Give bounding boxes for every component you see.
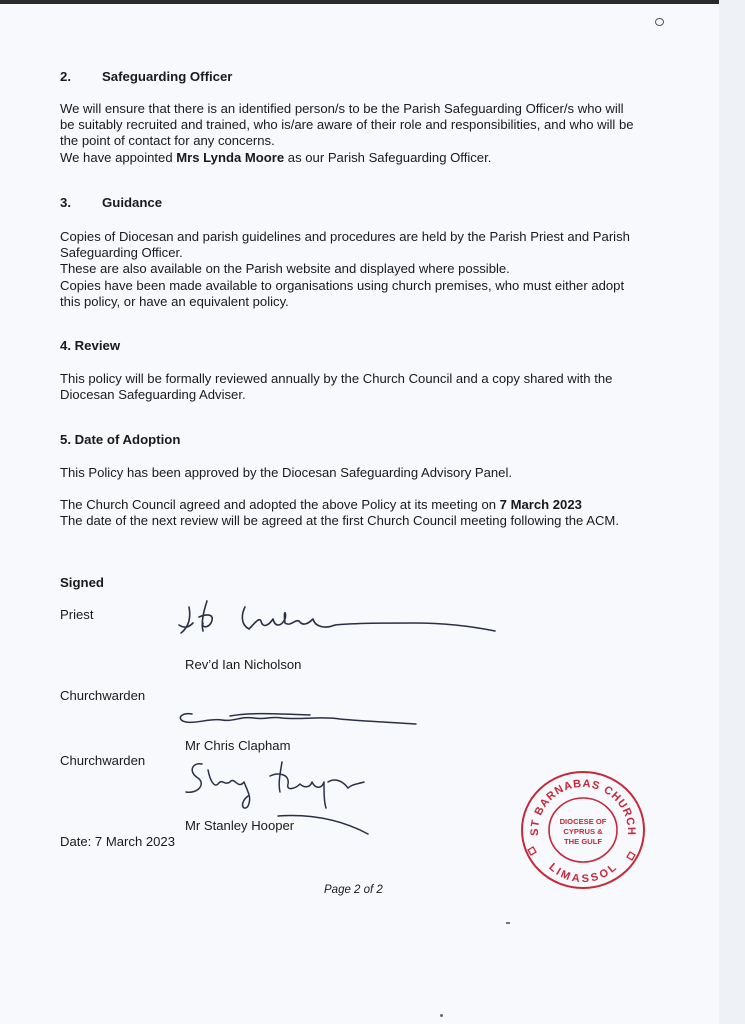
signed-heading: Signed: [60, 575, 104, 590]
stamp-inner-text: THE GULF: [564, 837, 602, 846]
section-body: [60, 465, 640, 481]
churchwarden-name: Mr Chris Clapham: [185, 738, 291, 753]
section-body: [60, 497, 640, 529]
appointment-line: We have appointed Mrs Lynda Moore as our Parish Safeguarding Officer.: [60, 149, 492, 165]
signature-date: Date: 7 March 2023: [60, 834, 175, 849]
svg-text:LIMASSOL: [546, 861, 619, 885]
section-body: [60, 101, 640, 166]
churchwarden-label: Churchwarden: [60, 688, 146, 703]
paragraph: Copies of Diocesan and parish guidelines and procedures are held by the Parish Priest and Parish Safeguarding Officer.: [60, 229, 630, 261]
churchwarden-label: Churchwarden: [60, 753, 146, 768]
stamp-diamond-icon: [627, 852, 635, 860]
page-number: Page 2 of 2: [324, 884, 383, 896]
stamp-bottom-text: LIMASSOL: [546, 861, 620, 886]
adoption-date: 7 March 2023: [499, 497, 582, 512]
paragraph: We will ensure that there is an identified person/s to be the Parish Safeguarding Officer/s who will be suitably recruited and trained, who is/are aware of their role and responsibilities, and who will be the point of contact for any concerns.: [60, 101, 634, 149]
churchwarden-name: Mr Stanley Hooper: [185, 818, 295, 833]
section-heading: 4. Review: [60, 338, 121, 353]
section-heading: 5. Date of Adoption: [60, 432, 181, 447]
section-heading: 2. Safeguarding Officer: [60, 69, 233, 84]
scan-speck: [655, 18, 664, 26]
priest-signature: [175, 583, 505, 643]
scan-speck: [506, 922, 510, 924]
officer-name: Mrs Lynda Moore: [176, 149, 285, 165]
stamp-diamond-icon: [528, 847, 536, 855]
priest-name: Rev’d Ian Nicholson: [185, 657, 302, 672]
stamp-top-text: ST BARNABAS CHURCH: [528, 777, 638, 836]
scan-speck: [440, 1014, 443, 1017]
paragraph: The date of the next review will be agreed at the first Church Council meeting following the ACM.: [60, 513, 619, 529]
section-body: [60, 371, 640, 403]
adoption-line: The Church Council agreed and adopted the above Policy at its meeting on 7 March 2023: [60, 497, 582, 512]
paragraph: This Policy has been approved by the Diocesan Safeguarding Advisory Panel.: [60, 465, 513, 480]
priest-label: Priest: [60, 607, 94, 622]
section-heading: 3. Guidance: [60, 195, 163, 210]
stamp-inner-text: DIOCESE OF: [559, 817, 607, 826]
section-body: [60, 229, 640, 310]
church-stamp: [518, 768, 648, 892]
churchwarden-signature: [170, 708, 420, 730]
paragraph: Copies have been made available to organisations using church premises, who must either adopt this policy, or have an equivalent policy.: [60, 277, 625, 309]
paragraph: These are also available on the Parish website and displayed where possible.: [60, 261, 510, 277]
paragraph: This policy will be formally reviewed annually by the Church Council and a copy shared with the Diocesan Safeguarding Adviser.: [60, 371, 613, 403]
stamp-inner-text: CYPRUS &: [563, 827, 603, 836]
